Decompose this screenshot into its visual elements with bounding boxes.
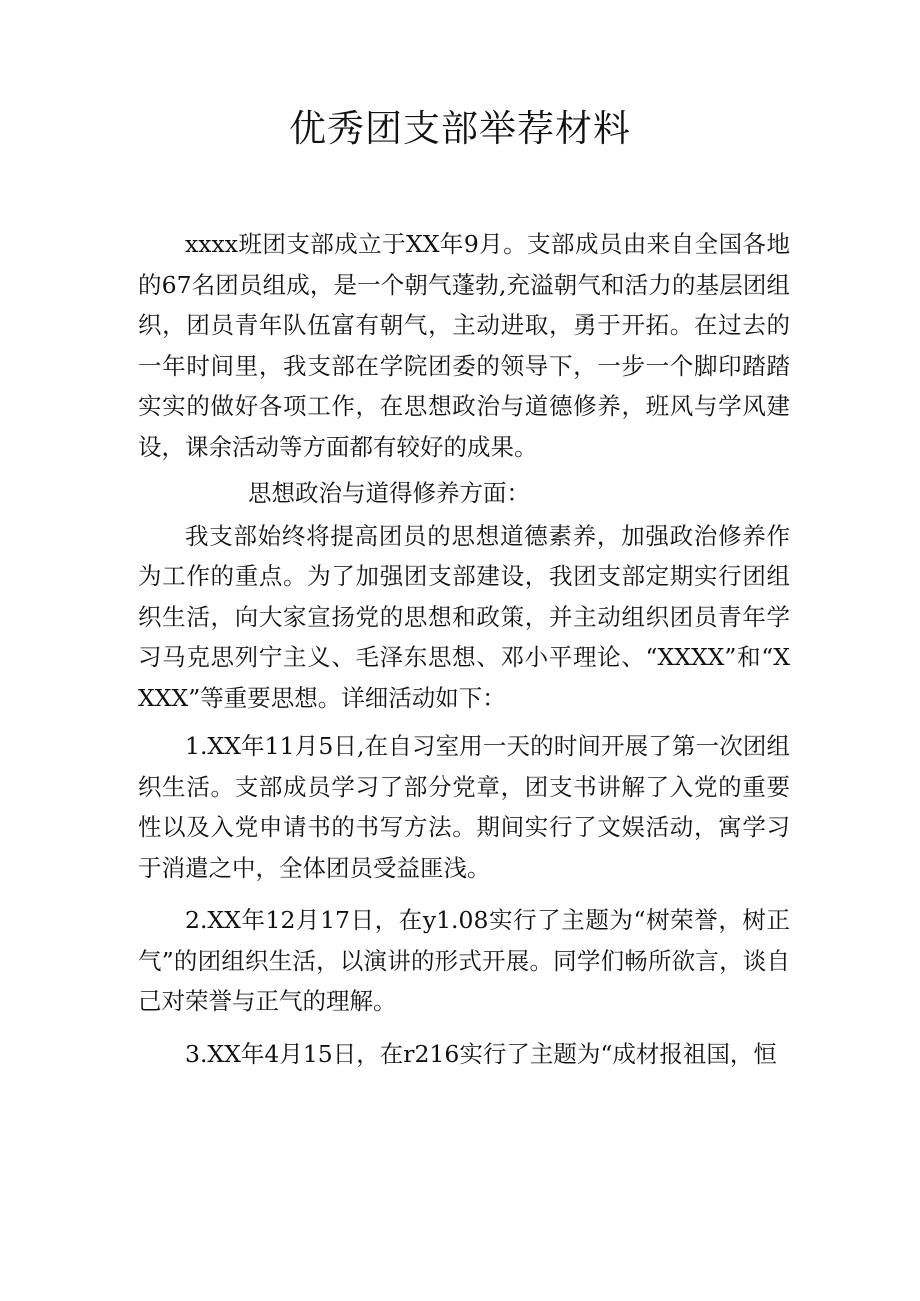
activity-item-2: 2.XX年12月17日，在y1.08实行了主题为“树荣誉，树正气”的团组织生活，以演讲的形式开展。同学们畅所欲言，谈自己对荣誉与正气的理解。	[138, 906, 790, 1015]
activity-item-3: 3.XX年4月15日，在r216实行了主题为“成材报祖国，恒	[185, 1039, 777, 1068]
activity-item-1: 1.XX年11月5日,在自习室用一天的时间开展了第一次团组织生活。支部成员学习了部分党章，团支书讲解了入党的重要性以及入党申请书的书写方法。期间实行了文娱活动，寓学习于消遣之中，全体团员受益匪浅。	[138, 732, 790, 882]
intro-paragraph: xxxx班团支部成立于XX年9月。支部成员由来自全国各地的67名团员组成，是一个朝气蓬勃,充溢朝气和活力的基层团组织，团员青年队伍富有朝气，主动进取，勇于开拓。在过去的一年时间里，我支部在学院团委的领导下，一步一个脚印踏踏实实的做好各项工作，在思想政治与道德修养，班风与学风建设，课余活动等方面都有较好的成果。	[138, 230, 790, 461]
document-title: 优秀团支部举荐材料	[289, 107, 631, 150]
section-heading: 思想政治与道得修养方面：	[248, 479, 530, 507]
section-intro-paragraph: 我支部始终将提高团员的思想道德素养，加强政治修养作为工作的重点。为了加强团支部建设，我团支部定期实行团组织生活，向大家宣扬党的思想和政策，并主动组织团员青年学习马克思列宁主义、毛泽东思想、邓小平理论、“XXXX”和“XXXX”等重要思想。详细活动如下：	[138, 521, 790, 712]
document-body	[138, 224, 790, 1074]
